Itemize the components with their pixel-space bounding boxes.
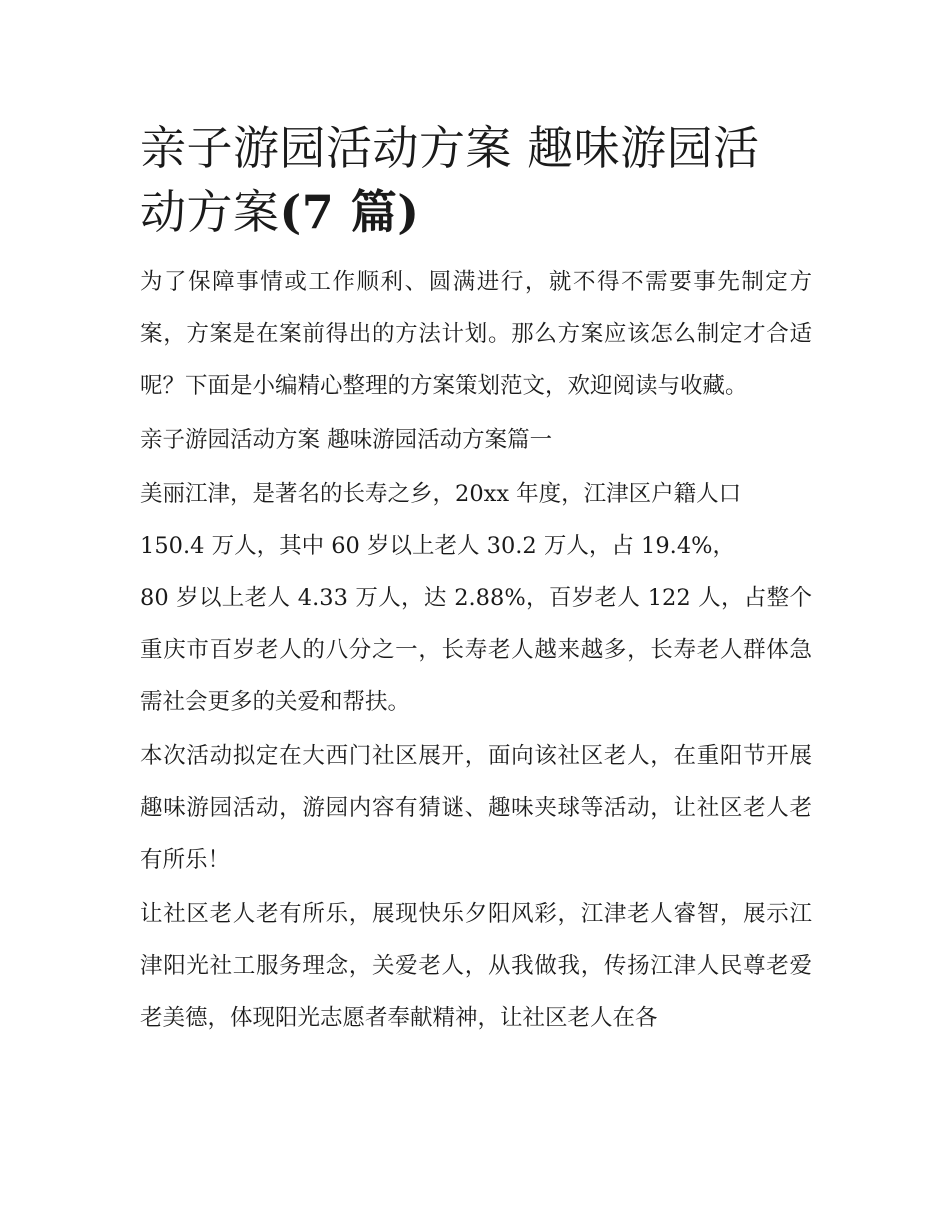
document-title [140,116,812,244]
statistics-line-1: 美丽江津，是著名的长寿之乡，20xx 年度，江津区户籍人口 [140,481,742,507]
title-text-part2: 动方案 [140,185,280,239]
purpose-paragraph: 让社区老人老有所乐，展现快乐夕阳风彩，江津老人睿智，展示江津阳光社工服务理念，关爱老人，从我做我，传扬江津人民尊老爱老美德，体现阳光志愿者奉献精神，让社区老人在各 [140,901,812,1031]
section-heading: 亲子游园活动方案 趣味游园活动方案篇一 [140,427,553,453]
activity-paragraph: 本次活动拟定在大西门社区展开，面向该社区老人，在重阳节开展趣味游园活动，游园内容有猜谜、趣味夹球等活动，让社区老人老有所乐！ [140,743,812,873]
statistics-paragraph [140,468,812,728]
statistics-line-2: 150.4 万人，其中 60 岁以上老人 30.2 万人，占 19.4%， [140,533,736,559]
title-text-part1: 亲子游园活动方案 趣味游园活 [140,121,760,175]
intro-paragraph: 为了保障事情或工作顺利、圆满进行，就不得不需要事先制定方案，方案是在案前得出的方法计划。那么方案应该怎么制定才合适呢？下面是小编精心整理的方案策划范文，欢迎阅读与收藏。 [140,269,812,399]
document-body [140,116,812,1046]
statistics-continued: 80 岁以上老人 4.33 万人，达 2.88%，百岁老人 122 人，占整个重庆市百岁老人的八分之一，长寿老人越来越多，长寿老人群体急需社会更多的关爱和帮扶。 [140,585,812,715]
title-count: (7 篇) [279,185,420,239]
